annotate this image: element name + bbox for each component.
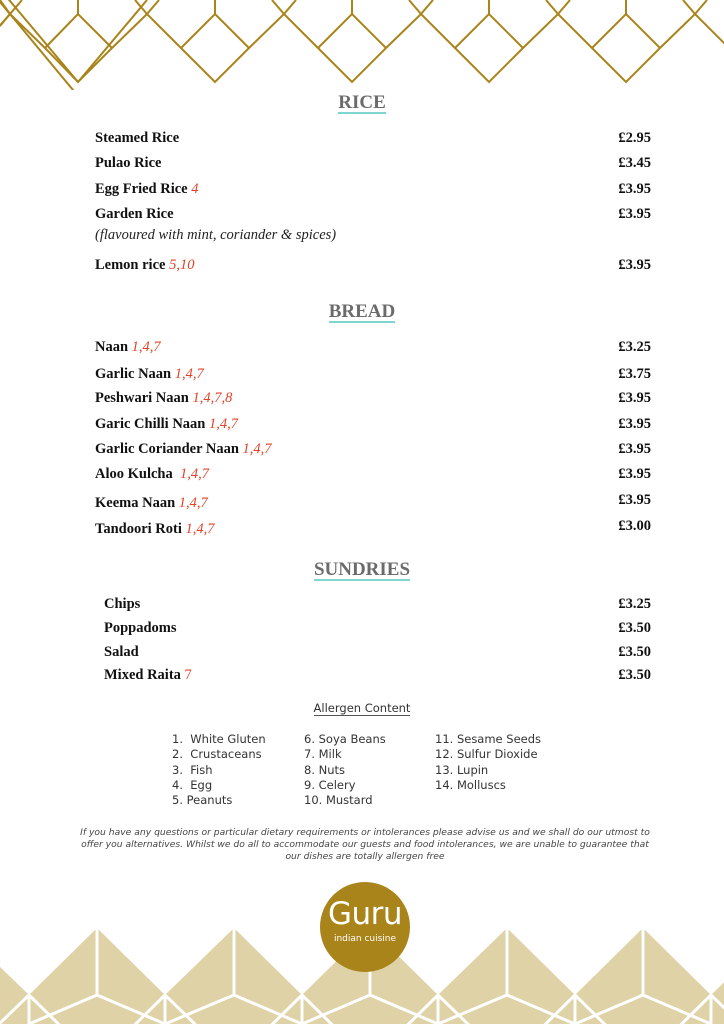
allergen-key-title: Allergen Content — [313, 701, 411, 715]
menu-item: Egg Fried Rice 4 £3.95 — [95, 181, 651, 197]
item-price: £3.25 — [618, 596, 651, 612]
allergen-codes: 1,4,7 — [209, 416, 238, 432]
item-price: £3.95 — [618, 257, 651, 273]
item-price: £3.50 — [618, 667, 651, 683]
menu-item: Aloo Kulcha 1,4,7 £3.95 — [95, 466, 651, 482]
logo-tagline: indian cuisine — [333, 934, 397, 944]
section-heading-bread: BREAD — [328, 301, 396, 322]
menu-item: Keema Naan 1,4,7 £3.95 — [95, 492, 651, 511]
item-price: £3.95 — [618, 441, 651, 457]
item-price: £3.50 — [618, 620, 651, 636]
menu-item: Garlic Coriander Naan 1,4,7 £3.95 — [95, 441, 651, 457]
item-price: £3.95 — [618, 206, 651, 222]
menu-item: Tandoori Roti 1,4,7 £3.00 — [95, 518, 651, 537]
item-price: £3.50 — [618, 644, 651, 660]
allergen-disclaimer: If you have any questions or particular dietary requirements or intolerances please advise us and we shall do our utmost to offer you alternatives. Whilst we do all to accommodate our guests and food intolerances, we are unable to guarantee that our dishes are totally allergen free — [80, 827, 650, 862]
allergen-codes: 1,4,7 — [185, 521, 215, 537]
menu-item: Garden Rice £3.95 — [95, 206, 651, 222]
allergen-key-column-2: 6. Soya Beans 7. Milk 8. Nuts 9. Celery 10. Mustard — [304, 732, 386, 808]
item-price: £3.95 — [618, 181, 651, 197]
item-price: £3.00 — [618, 518, 651, 534]
allergen-codes: 5,10 — [169, 257, 195, 273]
item-price: £3.95 — [618, 466, 651, 482]
allergen-key-column-3: 11. Sesame Seeds 12. Sulfur Dioxide 13. Lupin 14. Molluscs — [435, 732, 542, 792]
restaurant-logo — [320, 882, 410, 972]
menu-item: Chips £3.25 — [104, 596, 651, 612]
menu-item: Naan 1,4,7 £3.25 — [95, 339, 651, 355]
menu-item: Peshwari Naan 1,4,7,8 £3.95 — [95, 390, 651, 406]
menu-item: Garic Chilli Naan 1,4,7 £3.95 — [95, 416, 651, 432]
menu-item: Lemon rice 5,10 £3.95 — [95, 257, 651, 273]
item-price: £3.25 — [618, 339, 651, 355]
allergen-codes: 1,4,7 — [180, 466, 209, 482]
allergen-codes: 1,4,7 — [174, 366, 204, 382]
top-lattice-decoration — [0, 0, 724, 90]
allergen-codes: 1,4,7 — [242, 441, 272, 457]
menu-item: Poppadoms £3.50 — [104, 620, 651, 636]
menu-item: Garlic Naan 1,4,7 £3.75 — [95, 366, 651, 382]
allergen-codes: 4 — [191, 181, 199, 197]
menu-item: Mixed Raita 7 £3.50 — [104, 667, 651, 683]
menu-item: Pulao Rice £3.45 — [95, 155, 651, 171]
item-price: £3.75 — [618, 366, 651, 382]
menu-item: Salad £3.50 — [104, 644, 651, 660]
allergen-codes: 1,4,7,8 — [192, 390, 233, 406]
item-price: £3.95 — [618, 390, 651, 406]
allergen-codes: 1,4,7 — [131, 339, 161, 355]
allergen-codes: 7 — [184, 667, 192, 683]
allergen-codes: 1,4,7 — [178, 495, 208, 511]
section-heading-sundries: SUNDRIES — [313, 559, 411, 580]
item-price: £3.95 — [618, 492, 651, 508]
section-heading-rice: RICE — [338, 92, 386, 113]
logo-brand: Guru — [327, 896, 403, 932]
item-price: £3.95 — [618, 416, 651, 432]
menu-item: Steamed Rice £2.95 — [95, 130, 651, 146]
allergen-key-column-1: 1. White Gluten 2. Crustaceans 3. Fish 4. Egg 5. Peanuts — [172, 732, 266, 808]
item-price: £2.95 — [618, 130, 651, 146]
item-price: £3.45 — [618, 155, 651, 171]
item-description: (flavoured with mint, coriander & spices) — [95, 227, 337, 243]
